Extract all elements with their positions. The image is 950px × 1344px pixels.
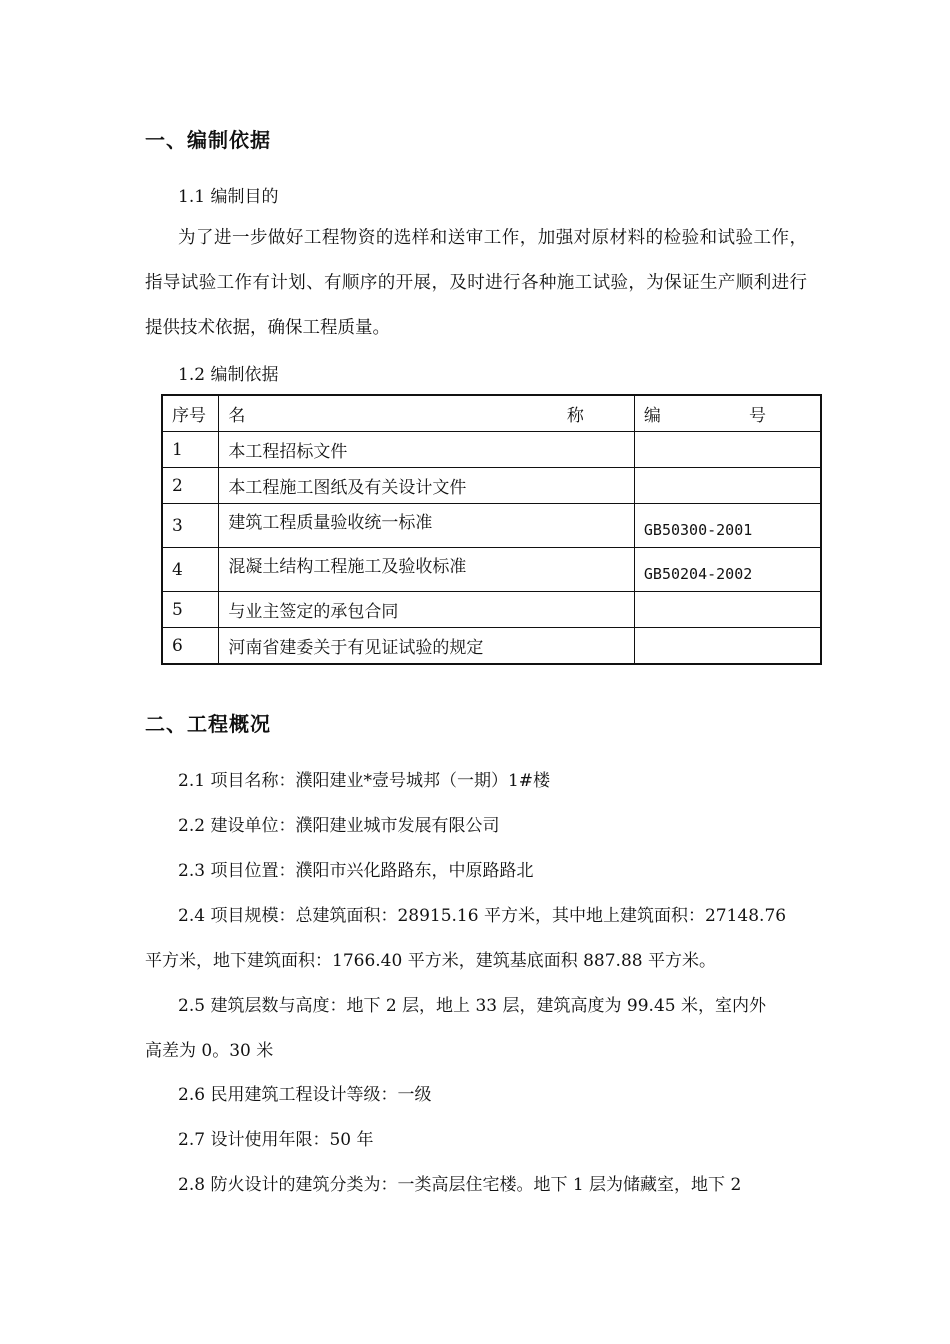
floors-height-line: 2.5 建筑层数与高度：地下 2 层，地上 33 层，建筑高度为 99.45 米，室内外: [178, 996, 766, 1016]
header-name-part-b: 称: [566, 406, 584, 426]
subsection-1-2-title: 1.2 编制依据: [178, 365, 279, 385]
table-row: [162, 504, 821, 548]
row-name-text: 建筑工程质量验收统一标准: [228, 513, 433, 533]
subsection-1-1-paragraph: 为了进一步做好工程物资的选样和送审工作，加强对原材料的检验和试验工作，指导试验工作有计划、有顺序的开展，及时进行各种施工试验，为保证生产顺利进行提供技术依据，确保工程质量。: [145, 228, 807, 338]
row-name: 本工程招标文件: [219, 432, 635, 468]
row-seq: 2: [162, 468, 219, 504]
design-grade-line: 2.6 民用建筑工程设计等级：一级: [178, 1085, 432, 1105]
row-seq: 4: [162, 548, 219, 592]
row-name: 与业主签定的承包合同: [219, 592, 635, 628]
header-seq: 序号: [162, 395, 219, 432]
row-code: GB50300-2001: [634, 504, 821, 548]
row-code: [634, 432, 821, 468]
project-location-line: 2.3 项目位置：濮阳市兴化路路东，中原路路北: [178, 861, 534, 881]
row-name: 本工程施工图纸及有关设计文件: [219, 468, 635, 504]
subsection-1-1-title: 1.1 编制目的: [178, 187, 279, 207]
section-1-heading: 一、编制依据: [145, 128, 271, 152]
project-name-line: 2.1 项目名称：濮阳建业*壹号城邦（一期）1#楼: [178, 771, 550, 791]
row-code: [634, 468, 821, 504]
construction-unit-line: 2.2 建设单位：濮阳建业城市发展有限公司: [178, 816, 500, 836]
row-code: GB50204-2002: [634, 548, 821, 592]
table-row: [162, 592, 821, 628]
row-name: 河南省建委关于有见证试验的规定: [219, 628, 635, 665]
row-seq: 3: [162, 504, 219, 548]
header-name-part-a: 名: [228, 406, 246, 426]
table-row: [162, 548, 821, 592]
section-2-heading: 二、工程概况: [145, 712, 271, 736]
fire-classification-line: 2.8 防火设计的建筑分类为：一类高层住宅楼。地下 1 层为储藏室，地下 2: [178, 1175, 742, 1195]
row-name: [219, 504, 635, 548]
table-row: [162, 432, 821, 468]
row-code: [634, 628, 821, 665]
row-seq: 5: [162, 592, 219, 628]
row-name: [219, 548, 635, 592]
floors-height-continued: 高差为 0。30 米: [145, 1041, 274, 1061]
row-code: [634, 592, 821, 628]
header-code-part-a: 编: [643, 406, 661, 426]
design-life-line: 2.7 设计使用年限：50 年: [178, 1130, 374, 1150]
row-seq: 1: [162, 432, 219, 468]
header-code-part-b: 号: [749, 406, 766, 426]
row-name-text: 混凝土结构工程施工及验收标准: [228, 557, 467, 577]
row-seq: 6: [162, 628, 219, 665]
header-code: [634, 395, 821, 432]
basis-table: [161, 394, 822, 665]
project-scale-line: 2.4 项目规模：总建筑面积：28915.16 平方米，其中地上建筑面积：27148.76: [178, 906, 787, 926]
project-scale-continued: 平方米，地下建筑面积：1766.40 平方米，建筑基底面积 887.88 平方米。: [145, 951, 716, 971]
table-header-row: [162, 395, 821, 432]
header-name: [219, 395, 635, 432]
table-row: [162, 468, 821, 504]
table-row: [162, 628, 821, 665]
